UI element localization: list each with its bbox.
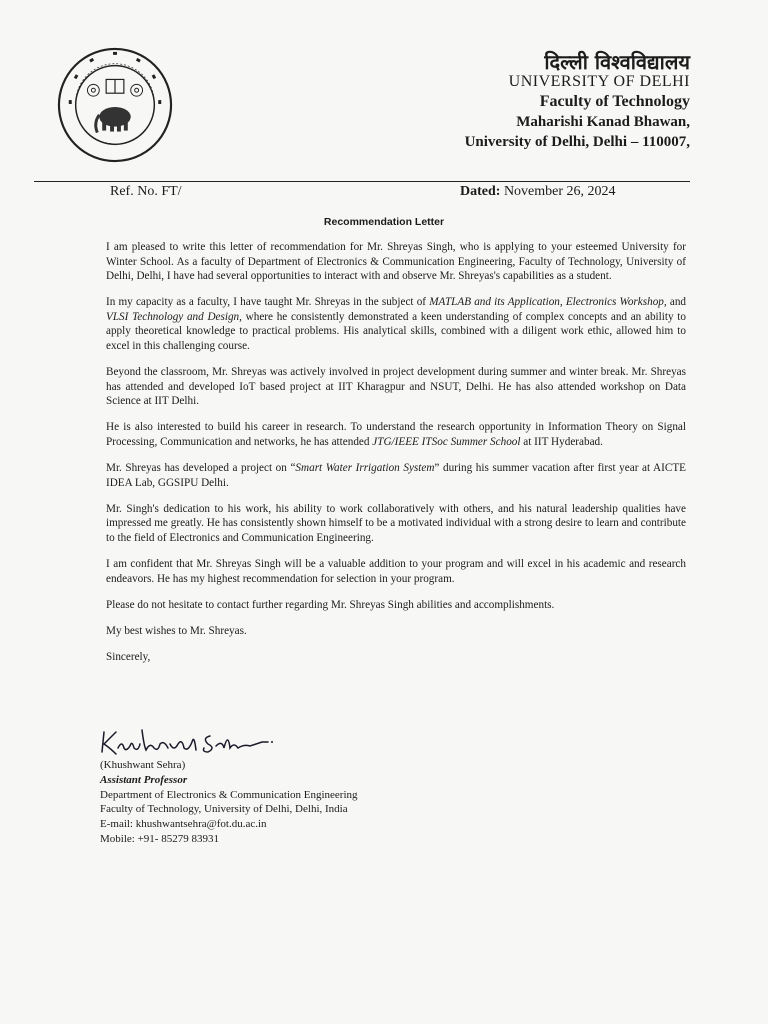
institution-hindi: दिल्ली विश्वविद्यालय — [544, 50, 690, 74]
paragraph-9: My best wishes to Mr. Shreyas. — [106, 624, 247, 637]
p2-text-c: and — [669, 296, 687, 309]
signatory-email: E-mail: khushwantsehra@fot.du.ac.in — [100, 818, 267, 831]
p2-text-a: In my capacity as a faculty, I have taught Mr. Shreyas in the subject of — [106, 296, 427, 309]
signatory-name: (Khushwant Sehra) — [100, 759, 186, 771]
signatory-block — [100, 758, 358, 847]
signatory-role: Assistant Professor — [100, 773, 188, 786]
institution-block — [465, 52, 690, 152]
p2-subject-b: VLSI Technology and Design, — [106, 310, 242, 323]
paragraph-6: Mr. Singh's dedication to his work, his ability to work collaboratively with others, and his natural leadership qualities have impressed me greatly. He has consistently shown himself to be a motivated individual with a strong desire to learn and contribute to the field of Electronics and Communication Engineering. — [106, 502, 686, 544]
ref-number: Ref. No. FT/ — [110, 184, 182, 199]
p4-text-a: He is also interested to build his career in research. To understand the research opportunity in Information Theory on Signal Processing, Communication and networks, he has attended — [106, 421, 686, 449]
p2-text-e: where he consistently demonstrated a keen understanding of complex concepts and an ability to apply theoretical knowledge to practical problems. His analytical skills, combined with a diligent work ethic, allowed him to excel in this challenging course. — [106, 310, 686, 353]
date-line — [460, 184, 616, 200]
university-seal — [56, 46, 174, 164]
university-name: UNIVERSITY OF DELHI — [508, 73, 690, 90]
p5-project: Smart Water Irrigation System — [295, 462, 435, 475]
address-line: University of Delhi, Delhi – 110007, — [464, 134, 690, 150]
signatory-faculty: Faculty of Technology, University of Delhi, Delhi, India — [100, 803, 348, 816]
signatory-dept: Department of Electronics & Communication Engineering — [100, 788, 358, 801]
letter-title: Recommendation Letter — [323, 216, 445, 228]
handwritten-signature — [98, 726, 298, 760]
paragraph-4 — [106, 420, 686, 449]
faculty-name: Faculty of Technology — [539, 93, 690, 110]
paragraph-8: Please do not hesitate to contact further regarding Mr. Shreyas Singh abilities and accomplishments. — [106, 598, 555, 611]
paragraph-7: I am confident that Mr. Shreyas Singh will be a valuable addition to your program and will excel in his academic and research endeavors. He has my highest recommendation for selection in your program. — [106, 558, 686, 585]
signatory-mobile: Mobile: +91- 85279 83931 — [100, 832, 219, 845]
closing: Sincerely, — [106, 650, 151, 663]
paragraph-3: Beyond the classroom, Mr. Shreyas was actively involved in project development during summer and winter break. Mr. Shreyas has attended and developed IoT based project at IIT Kharagpur and NSUT, Delhi. He has also attended workshop on Data Science at IIT Delhi. — [106, 366, 686, 408]
building-name: Maharishi Kanad Bhawan, — [516, 114, 690, 130]
header-divider — [34, 181, 690, 182]
paragraph-2 — [106, 295, 686, 353]
p5-text-a: Mr. Shreyas has developed a project on “ — [106, 462, 296, 475]
p4-school: JTG/IEEE ITSoc Summer School — [372, 436, 521, 449]
p4-text-c: at IIT Hyderabad. — [523, 436, 603, 449]
p2-subject-a: MATLAB and its Application, Electronics Workshop, — [429, 296, 667, 309]
p5-text-c: ” during his summer vacation after first year at AICTE IDEA Lab, GGSIPU Delhi. — [106, 462, 686, 489]
dated-value: November 26, 2024 — [503, 184, 616, 199]
paragraph-1: I am pleased to write this letter of recommendation for Mr. Shreyas Singh, who is applying to your esteemed University for Winter School. As a faculty of Department of Electronics & Communication Engineering, Faculty of Technology, University of Delhi, Delhi, I have had several opportunities to interact with and observe Mr. Shreyas's capabilities as a student. — [106, 241, 686, 283]
paragraph-5 — [106, 461, 686, 490]
letter-body — [106, 240, 686, 676]
dated-label: Dated: — [460, 184, 501, 199]
